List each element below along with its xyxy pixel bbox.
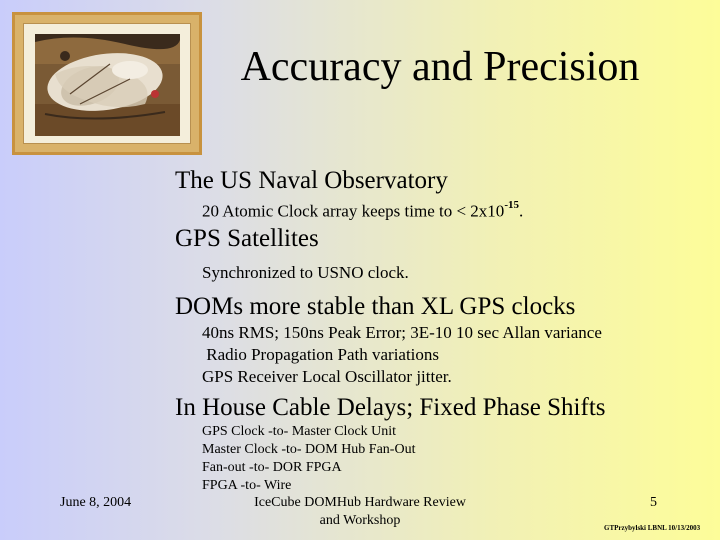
bullet-detail-usno-sync: Synchronized to USNO clock. [202, 263, 409, 282]
footer-center [240, 494, 480, 530]
bullet-detail-fpga-wire: FPGA -to- Wire [202, 478, 292, 493]
bullet-detail-radio: Radio Propagation Path variations [202, 345, 440, 364]
bullet-detail-master-hub: Master Clock -to- DOM Hub Fan-Out [202, 442, 416, 457]
framed-painting [12, 12, 202, 155]
melting-clock-painting-image [35, 34, 180, 136]
bullet-detail-rms: 40ns RMS; 150ns Peak Error; 3E-10 10 sec Allan variance [202, 323, 602, 342]
footer-date: June 8, 2004 [60, 495, 132, 510]
slide-title: Accuracy and Precision [240, 44, 640, 90]
bullet-heading-gps-satellites: GPS Satellites [175, 225, 319, 252]
bullet-detail-atomic-clock: 20 Atomic Clock array keeps time to < $2x10^{-15}$. [202, 199, 524, 221]
page-number: 5 [650, 495, 657, 510]
bullet-heading-cable-delays: In House Cable Delays; Fixed Phase Shifts [175, 394, 606, 421]
footer-center-line2: and Workshop [319, 513, 401, 528]
footer-center-line1: IceCube DOMHub Hardware Review [254, 495, 466, 510]
bullet-detail-gps-master: GPS Clock -to- Master Clock Unit [202, 424, 397, 439]
bullet-detail-gps-jitter: GPS Receiver Local Oscillator jitter. [202, 367, 452, 386]
bullet-heading-usno: The US Naval Observatory [175, 167, 448, 194]
bullet-detail-fanout-dor: Fan-out -to- DOR FPGA [202, 460, 342, 475]
footer-credit: GTPrzybylski LBNL 10/13/2003 [604, 524, 701, 532]
bullet-heading-dom-stability: DOMs more stable than XL GPS clocks [175, 293, 576, 320]
picture-mat [23, 23, 191, 144]
